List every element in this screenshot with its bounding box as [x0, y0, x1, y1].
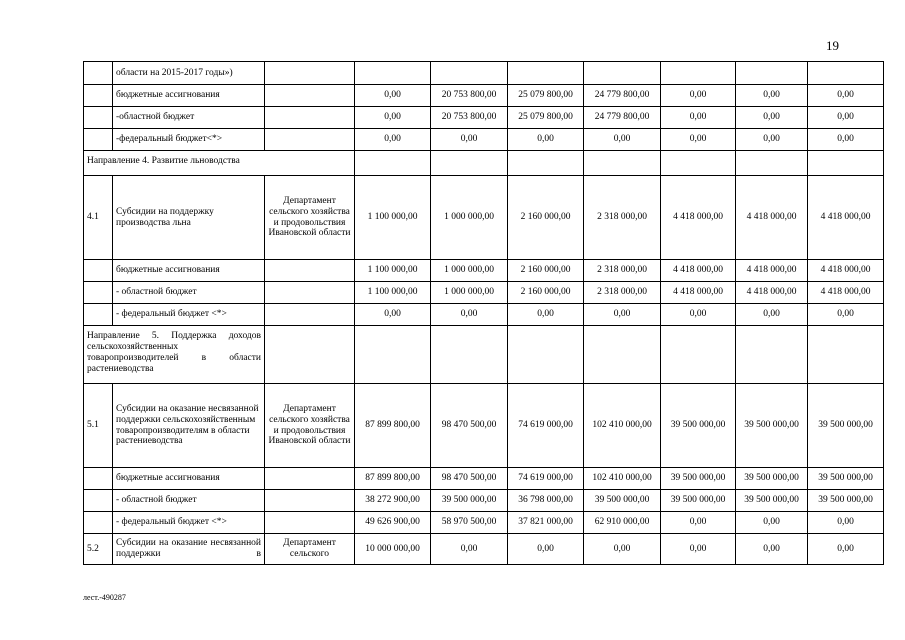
value-cell: 0,00	[508, 534, 584, 565]
value-cell: 0,00	[808, 129, 884, 151]
value-cell: 0,00	[431, 304, 508, 326]
section-heading: Направление 5. Поддержка доходов сельскохозяйственных товаропроизводителей в области растениеводства	[84, 326, 265, 384]
value-cell: 102 410 000,00	[584, 384, 661, 468]
value-cell: 74 619 000,00	[508, 384, 584, 468]
item-number: 4.1	[84, 176, 113, 260]
table-row	[84, 512, 884, 534]
table-row	[84, 304, 884, 326]
value-cell: 87 899 800,00	[355, 384, 431, 468]
value-cell: 0,00	[508, 129, 584, 151]
value-cell: 0,00	[508, 304, 584, 326]
value-cell: 39 500 000,00	[661, 468, 736, 490]
number-cell	[84, 62, 113, 85]
value-cell: 39 500 000,00	[808, 468, 884, 490]
value-cell: 25 079 800,00	[508, 107, 584, 129]
value-cell: 98 470 500,00	[431, 468, 508, 490]
executor-cell	[265, 490, 355, 512]
value-cell: 0,00	[808, 107, 884, 129]
value-cell: 39 500 000,00	[431, 490, 508, 512]
value-cell: 0,00	[736, 534, 808, 565]
number-cell	[84, 85, 113, 107]
value-cell: 1 000 000,00	[431, 260, 508, 282]
value-cell: 0,00	[355, 107, 431, 129]
value-cell: 0,00	[808, 304, 884, 326]
value-cell: 0,00	[736, 512, 808, 534]
value-cell: 25 079 800,00	[508, 85, 584, 107]
value-cell	[431, 62, 508, 85]
value-cell: 2 318 000,00	[584, 176, 661, 260]
section-row	[84, 326, 884, 384]
executor-cell	[265, 304, 355, 326]
executor-cell: Департамент сельского хозяйства и продовольствия Ивановской области	[265, 176, 355, 260]
value-cell: 0,00	[661, 129, 736, 151]
table-row	[84, 282, 884, 304]
item-number: 5.2	[84, 534, 113, 565]
row-label: бюджетные ассигнования	[113, 260, 265, 282]
table-row	[84, 176, 884, 260]
table-row	[84, 468, 884, 490]
executor-cell	[265, 260, 355, 282]
value-cell: 0,00	[661, 534, 736, 565]
value-cell: 0,00	[584, 304, 661, 326]
document-footer: лест.-490287	[83, 593, 126, 602]
executor-cell	[265, 129, 355, 151]
executor-cell	[265, 85, 355, 107]
row-label: - федеральный бюджет <*>	[113, 512, 265, 534]
executor-cell	[265, 512, 355, 534]
table-row	[84, 490, 884, 512]
row-label: - областной бюджет	[113, 282, 265, 304]
table-row	[84, 129, 884, 151]
executor-cell	[265, 468, 355, 490]
value-cell: 0,00	[431, 534, 508, 565]
executor-cell	[265, 107, 355, 129]
value-cell: 98 470 500,00	[431, 384, 508, 468]
value-cell: 4 418 000,00	[808, 282, 884, 304]
value-cell	[355, 62, 431, 85]
row-label: области на 2015-2017 годы»)	[113, 62, 265, 85]
value-cell: 0,00	[736, 85, 808, 107]
value-cell: 0,00	[584, 534, 661, 565]
value-cell	[661, 62, 736, 85]
number-cell	[84, 260, 113, 282]
value-cell: 62 910 000,00	[584, 512, 661, 534]
value-cell: 1 100 000,00	[355, 176, 431, 260]
value-cell: 0,00	[661, 107, 736, 129]
number-cell	[84, 107, 113, 129]
value-cell: 87 899 800,00	[355, 468, 431, 490]
value-cell: 0,00	[431, 129, 508, 151]
value-cell: 39 500 000,00	[736, 490, 808, 512]
value-cell: 0,00	[584, 129, 661, 151]
value-cell: 0,00	[736, 107, 808, 129]
row-label: -областной бюджет	[113, 107, 265, 129]
value-cell	[736, 62, 808, 85]
value-cell: 37 821 000,00	[508, 512, 584, 534]
value-cell: 0,00	[355, 129, 431, 151]
table-row	[84, 534, 884, 565]
value-cell: 4 418 000,00	[808, 176, 884, 260]
value-cell: 38 272 900,00	[355, 490, 431, 512]
row-label: -федеральный бюджет<*>	[113, 129, 265, 151]
table-row	[84, 260, 884, 282]
value-cell: 2 160 000,00	[508, 176, 584, 260]
value-cell: 2 160 000,00	[508, 282, 584, 304]
value-cell: 2 160 000,00	[508, 260, 584, 282]
value-cell: 102 410 000,00	[584, 468, 661, 490]
value-cell	[808, 62, 884, 85]
value-cell: 4 418 000,00	[808, 260, 884, 282]
number-cell	[84, 468, 113, 490]
table-row	[84, 62, 884, 85]
row-label: - федеральный бюджет <*>	[113, 304, 265, 326]
value-cell: 1 100 000,00	[355, 282, 431, 304]
value-cell: 36 798 000,00	[508, 490, 584, 512]
table-row	[84, 85, 884, 107]
number-cell	[84, 512, 113, 534]
value-cell: 4 418 000,00	[736, 282, 808, 304]
value-cell: 0,00	[355, 304, 431, 326]
executor-cell	[265, 62, 355, 85]
section-row	[84, 151, 884, 176]
value-cell: 0,00	[661, 304, 736, 326]
value-cell: 24 779 800,00	[584, 107, 661, 129]
item-number: 5.1	[84, 384, 113, 468]
value-cell: 20 753 800,00	[431, 85, 508, 107]
budget-table	[83, 61, 884, 565]
value-cell: 39 500 000,00	[736, 384, 808, 468]
value-cell: 4 418 000,00	[661, 260, 736, 282]
value-cell: 10 000 000,00	[355, 534, 431, 565]
number-cell	[84, 490, 113, 512]
value-cell: 1 000 000,00	[431, 282, 508, 304]
value-cell: 4 418 000,00	[661, 176, 736, 260]
value-cell: 4 418 000,00	[661, 282, 736, 304]
item-name: Субсидии на поддержку производства льна	[113, 176, 265, 260]
value-cell: 0,00	[661, 85, 736, 107]
value-cell: 2 318 000,00	[584, 260, 661, 282]
value-cell: 0,00	[808, 512, 884, 534]
table-row	[84, 384, 884, 468]
executor-cell: Департамент сельского хозяйства и продовольствия Ивановской области	[265, 384, 355, 468]
item-name: Субсидии на оказание несвязанной поддержки в	[113, 534, 265, 565]
executor-cell	[265, 282, 355, 304]
value-cell: 2 318 000,00	[584, 282, 661, 304]
row-label: бюджетные ассигнования	[113, 468, 265, 490]
value-cell: 0,00	[736, 304, 808, 326]
number-cell	[84, 282, 113, 304]
value-cell: 4 418 000,00	[736, 176, 808, 260]
value-cell: 39 500 000,00	[808, 384, 884, 468]
value-cell: 0,00	[736, 129, 808, 151]
number-cell	[84, 129, 113, 151]
value-cell: 1 100 000,00	[355, 260, 431, 282]
value-cell: 74 619 000,00	[508, 468, 584, 490]
row-label: бюджетные ассигнования	[113, 85, 265, 107]
value-cell: 0,00	[661, 512, 736, 534]
value-cell: 0,00	[808, 85, 884, 107]
row-label: - областной бюджет	[113, 490, 265, 512]
value-cell: 39 500 000,00	[736, 468, 808, 490]
value-cell: 39 500 000,00	[661, 384, 736, 468]
value-cell: 0,00	[808, 534, 884, 565]
number-cell	[84, 304, 113, 326]
executor-cell: Департамент сельского	[265, 534, 355, 565]
value-cell: 49 626 900,00	[355, 512, 431, 534]
value-cell: 39 500 000,00	[584, 490, 661, 512]
value-cell: 39 500 000,00	[808, 490, 884, 512]
page-number: 19	[826, 38, 839, 53]
value-cell: 0,00	[355, 85, 431, 107]
value-cell	[584, 62, 661, 85]
value-cell: 20 753 800,00	[431, 107, 508, 129]
section-heading: Направление 4. Развитие льноводства	[84, 151, 355, 176]
value-cell	[508, 62, 584, 85]
value-cell: 39 500 000,00	[661, 490, 736, 512]
value-cell: 1 000 000,00	[431, 176, 508, 260]
value-cell: 4 418 000,00	[736, 260, 808, 282]
value-cell: 24 779 800,00	[584, 85, 661, 107]
item-name: Субсидии на оказание несвязанной поддержки сельскохозяйственным товаропроизводителям в области растениеводства	[113, 384, 265, 468]
value-cell: 58 970 500,00	[431, 512, 508, 534]
table-row	[84, 107, 884, 129]
